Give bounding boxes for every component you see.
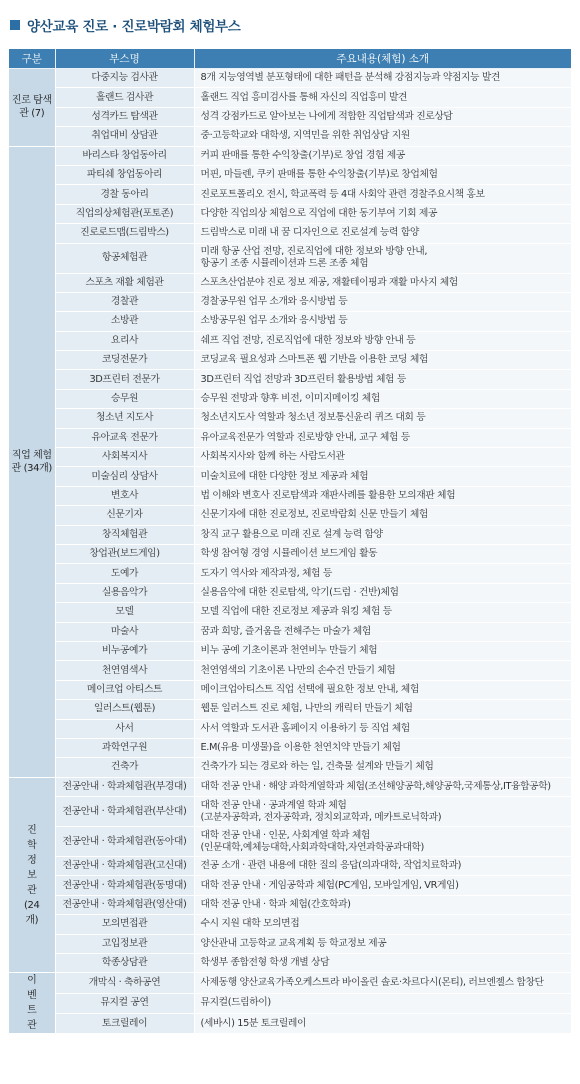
- description-cell: [194, 1014, 571, 1034]
- description-line: 모델 직업에 대한 진로정보 제공과 워킹 체험 등: [200, 606, 392, 618]
- description-line: 실용음악에 대한 진로탐색, 악기(드럼 · 건반)체험: [200, 586, 399, 598]
- description-cell: [194, 564, 571, 583]
- description-line: 뮤지컬(드림하이): [200, 997, 271, 1009]
- table-row: [9, 777, 571, 796]
- description-line: 코딩교육 필요성과 스마트폰 웹 기반을 이용한 코딩 체험: [200, 354, 428, 366]
- description-cell: [194, 69, 571, 88]
- header-booth-name: 부스명: [55, 49, 194, 69]
- description-cell: [194, 389, 571, 408]
- booth-name-cell: 소방관: [55, 312, 194, 331]
- description-line: 대학 전공 안내 · 해양 과학계열학과 체험(조선해양공학,해양공학,국제통상,IT융합공학): [200, 780, 551, 792]
- description-line: 미래 항공 산업 전망, 진로직업에 대한 정보와 방향 안내,: [200, 246, 428, 258]
- booth-name-cell: 승무원: [55, 389, 194, 408]
- table-row: [9, 467, 571, 486]
- table-row: [9, 204, 571, 223]
- table-row: [9, 389, 571, 408]
- table-row: [9, 409, 571, 428]
- description-line: 전공 소개 · 관련 내용에 대한 질의 응답(의과대학, 작업치료학과): [200, 860, 462, 872]
- description-cell: [194, 127, 571, 146]
- booth-name-cell: 메이크업 아티스트: [55, 680, 194, 699]
- table-row: [9, 895, 571, 914]
- booth-name-cell: 요리사: [55, 331, 194, 350]
- description-cell: [194, 448, 571, 467]
- description-line: 드림박스로 미래 내 꿈 디자인으로 진로설계 능력 함양: [200, 227, 419, 239]
- description-line: 스포츠산업분야 진로 정보 제공, 재활테이핑과 재활 마사지 체험: [200, 276, 458, 288]
- table-row: [9, 661, 571, 680]
- booth-name-cell: 코딩전문가: [55, 351, 194, 370]
- table-row: [9, 973, 571, 993]
- description-cell: [194, 243, 571, 273]
- table-row: [9, 312, 571, 331]
- table-row: [9, 486, 571, 505]
- description-cell: [194, 428, 571, 447]
- booth-name-cell: 창직체험관: [55, 525, 194, 544]
- table-header-row: [9, 49, 571, 69]
- header-description: 주요내용(체험) 소개: [194, 49, 571, 69]
- table-row: [9, 719, 571, 738]
- booth-name-cell: 전공안내 · 학과체험관(고신대): [55, 857, 194, 876]
- category-cell: 진로 탐색관 (7): [9, 69, 55, 147]
- title-text: 양산교육 진로 · 진로박람회 체험부스: [27, 19, 241, 35]
- description-cell: [194, 758, 571, 777]
- table-row: [9, 448, 571, 467]
- description-cell: [194, 622, 571, 641]
- booth-name-cell: 마술사: [55, 622, 194, 641]
- description-line: 도자기 역사와 제작과정, 체험 등: [200, 567, 332, 579]
- booth-name-cell: 홀랜드 검사관: [55, 88, 194, 107]
- description-line: 학생부 종합전형 학생 개별 상담: [200, 957, 330, 969]
- description-cell: [194, 88, 571, 107]
- description-line: 대학 전공 안내 · 공과계열 학과 체험: [200, 799, 347, 811]
- booth-name-cell: 성격카드 탐색관: [55, 107, 194, 126]
- booth-name-cell: 전공안내 · 학과체험관(동아대): [55, 827, 194, 857]
- booth-name-cell: 모의면접관: [55, 915, 194, 934]
- description-line: (세바시) 15분 토크릴레이: [200, 1017, 307, 1029]
- description-cell: [194, 467, 571, 486]
- description-cell: [194, 506, 571, 525]
- description-cell: [194, 738, 571, 757]
- table-row: [9, 797, 571, 827]
- description-line: 신문기자에 대한 진로정보, 진로박람회 신문 만들기 체험: [200, 509, 428, 521]
- table-row: [9, 738, 571, 757]
- booth-name-cell: 모델: [55, 603, 194, 622]
- booth-name-cell: 항공체험관: [55, 243, 194, 273]
- booth-name-cell: 스포츠 재활 체험관: [55, 273, 194, 292]
- booth-name-cell: 건축가: [55, 758, 194, 777]
- booth-table-wrapper: [9, 49, 571, 1034]
- description-cell: [194, 680, 571, 699]
- description-line: 건축가가 되는 경로와 하는 일, 건축물 설계와 만들기 체험: [200, 761, 434, 773]
- description-cell: [194, 719, 571, 738]
- table-row: [9, 680, 571, 699]
- description-line: 홀랜드 직업 흥미검사를 통해 자신의 직업흥미 발견: [200, 91, 408, 103]
- description-line: 소방공무원 업무 소개와 응시방법 등: [200, 315, 348, 327]
- booth-table: [9, 49, 571, 1034]
- description-line: 사제동행 양산교육가족오케스트라 바이올린 솔로·차르다시(몬티), 러브엔젤스 합창단: [200, 977, 544, 989]
- table-row: [9, 993, 571, 1013]
- description-line-2: 항공기 조종 시뮬레이션과 드론 조종 체험: [200, 258, 369, 270]
- table-row: [9, 428, 571, 447]
- description-cell: [194, 876, 571, 895]
- table-row: [9, 564, 571, 583]
- booth-name-cell: 비누공예가: [55, 641, 194, 660]
- table-row: [9, 603, 571, 622]
- table-row: [9, 165, 571, 184]
- description-line: 청소년지도사 역할과 청소년 정보통신윤리 퀴즈 대회 등: [200, 412, 426, 424]
- description-cell: [194, 603, 571, 622]
- table-row: [9, 583, 571, 602]
- description-line: 8개 지능영역별 분포형태에 대한 패턴을 분석해 강점지능과 약점지능 발견: [200, 72, 500, 84]
- description-line: 다양한 직업의상 체험으로 직업에 대한 동기부여 기회 제공: [200, 207, 438, 219]
- booth-name-cell: 사서: [55, 719, 194, 738]
- booth-name-cell: 3D프린터 전문가: [55, 370, 194, 389]
- description-cell: [194, 797, 571, 827]
- table-row: [9, 370, 571, 389]
- table-row: [9, 185, 571, 204]
- table-row: [9, 273, 571, 292]
- booth-name-cell: 사회복지사: [55, 448, 194, 467]
- table-row: [9, 700, 571, 719]
- description-line: 웹툰 일러스트 진로 체험, 나만의 캐릭터 만들기 체험: [200, 703, 413, 715]
- description-line: 수시 지원 대학 모의면접: [200, 918, 300, 930]
- description-cell: [194, 544, 571, 563]
- description-line: 사회복지사와 함께 하는 사람도서관: [200, 451, 345, 463]
- table-body: [9, 69, 571, 1034]
- booth-name-cell: 전공안내 · 학과체험관(영산대): [55, 895, 194, 914]
- description-cell: [194, 273, 571, 292]
- description-cell: [194, 583, 571, 602]
- description-line: 대학 전공 안내 · 학과 체험(간호학과): [200, 899, 351, 911]
- booth-name-cell: 다중지능 검사관: [55, 69, 194, 88]
- description-cell: [194, 641, 571, 660]
- description-line: 사서 역할과 도서관 홈페이지 이용하기 등 직업 체험: [200, 722, 410, 734]
- description-cell: [194, 700, 571, 719]
- description-cell: [194, 486, 571, 505]
- description-line: 비누 공예 기초이론과 천연비누 만들기 체험: [200, 645, 378, 657]
- table-row: [9, 107, 571, 126]
- description-cell: [194, 185, 571, 204]
- description-line: 양산관내 고등학교 교육계획 등 학교정보 제공: [200, 937, 387, 949]
- booth-name-cell: 전공안내 · 학과체험관(부경대): [55, 777, 194, 796]
- description-cell: [194, 204, 571, 223]
- table-row: [9, 224, 571, 243]
- booth-name-cell: 과학연구원: [55, 738, 194, 757]
- description-line: 머핀, 마들렌, 쿠키 판매를 통한 수익창출(기부)로 창업체험: [200, 169, 438, 181]
- table-row: [9, 876, 571, 895]
- table-row: [9, 915, 571, 934]
- booth-name-cell: 창업관(보드게임): [55, 544, 194, 563]
- table-row: [9, 88, 571, 107]
- table-row: [9, 827, 571, 857]
- booth-name-cell: 직업의상체험관(포토존): [55, 204, 194, 223]
- booth-name-cell: 유아교육 전문가: [55, 428, 194, 447]
- description-cell: [194, 895, 571, 914]
- description-line: 창직 교구 활용으로 미래 진로 설계 능력 함양: [200, 528, 383, 540]
- table-row: [9, 758, 571, 777]
- description-line: 대학 전공 안내 · 게임공학과 체험(PC게임, 모바일게임, VR게임): [200, 879, 459, 891]
- description-line: 법 이해와 변호사 진로탐색과 재판사례를 활용한 모의재판 체험: [200, 490, 456, 501]
- booth-name-cell: 청소년 지도사: [55, 409, 194, 428]
- page-title: [10, 14, 241, 36]
- description-cell: [194, 827, 571, 857]
- description-cell: [194, 370, 571, 389]
- description-line: 미술치료에 대한 다양한 정보 제공과 체험: [200, 470, 369, 482]
- description-line: 커피 판매를 통한 수익창출(기부)로 창업 경험 제공: [200, 149, 405, 161]
- description-cell: [194, 409, 571, 428]
- description-line: E.M(유용 미생물)을 이용한 천연치약 만들기 체험: [200, 742, 401, 754]
- description-cell: [194, 525, 571, 544]
- booth-name-cell: 바리스타 창업동아리: [55, 146, 194, 165]
- description-line: 메이크업아티스트 직업 선택에 필요한 정보 안내, 체험: [200, 683, 419, 695]
- description-line-2: (고분자공학과, 전자공학과, 정치외교학과, 메카트로닉학과): [200, 811, 442, 823]
- description-cell: [194, 146, 571, 165]
- table-row: [9, 622, 571, 641]
- description-line: 학생 참여형 경영 시뮬레이션 보드게임 활동: [200, 548, 378, 560]
- description-line: 쉐프 직업 전망, 진로직업에 대한 정보와 방향 안내 등: [200, 334, 416, 346]
- table-row: [9, 127, 571, 146]
- description-cell: [194, 351, 571, 370]
- description-line: 중·고등학교와 대학생, 지역민을 위한 취업상담 지원: [200, 130, 410, 142]
- booth-name-cell: 전공안내 · 학과체험관(부산대): [55, 797, 194, 827]
- description-line: 승무원 전망과 향후 비전, 이미지메이킹 체험: [200, 393, 380, 405]
- description-cell: [194, 973, 571, 993]
- booth-name-cell: 취업대비 상담관: [55, 127, 194, 146]
- description-line: 꿈과 희망, 즐거움을 전해주는 마술가 체험: [200, 625, 371, 637]
- booth-name-cell: 토크릴레이: [55, 1014, 194, 1034]
- description-cell: [194, 857, 571, 876]
- description-cell: [194, 292, 571, 311]
- table-row: [9, 146, 571, 165]
- booth-name-cell: 학종상담관: [55, 954, 194, 973]
- description-cell: [194, 934, 571, 953]
- booth-name-cell: 전공안내 · 학과체험관(동명대): [55, 876, 194, 895]
- description-line-2: (인문대학,예체능대학,사회과학대학,자연과학공과대학): [200, 841, 424, 853]
- description-line: 진로포트폴리오 전시, 학교폭력 등 4대 사회악 관련 경찰주요시책 홍보: [200, 188, 485, 200]
- description-line: 천연염색의 기초이론 나만의 손수건 만들기 체험: [200, 664, 396, 676]
- table-row: [9, 292, 571, 311]
- booth-name-cell: 경찰관: [55, 292, 194, 311]
- title-square-icon: [10, 20, 20, 30]
- booth-name-cell: 도예가: [55, 564, 194, 583]
- description-cell: [194, 224, 571, 243]
- description-cell: [194, 954, 571, 973]
- table-row: [9, 544, 571, 563]
- booth-name-cell: 뮤지컬 공연: [55, 993, 194, 1013]
- description-line: 3D프린터 직업 전망과 3D프린터 활용방법 체험 등: [200, 373, 406, 385]
- description-cell: [194, 915, 571, 934]
- category-cell: 이 벤 트 관: [9, 973, 55, 1034]
- booth-name-cell: 고입정보관: [55, 934, 194, 953]
- description-line: 경찰공무원 업무 소개와 응시방법 등: [200, 296, 348, 308]
- booth-name-cell: 파티쉐 창업동아리: [55, 165, 194, 184]
- table-row: [9, 506, 571, 525]
- table-row: [9, 351, 571, 370]
- booth-name-cell: 신문기자: [55, 506, 194, 525]
- booth-name-cell: 실용음악가: [55, 583, 194, 602]
- description-cell: [194, 331, 571, 350]
- description-line: 대학 전공 안내 · 인문, 사회계열 학과 체험: [200, 829, 370, 841]
- category-cell: 직업 체험관 (34개): [9, 146, 55, 777]
- table-row: [9, 243, 571, 273]
- booth-name-cell: 경찰 동아리: [55, 185, 194, 204]
- table-row: [9, 1014, 571, 1034]
- description-cell: [194, 661, 571, 680]
- table-row: [9, 641, 571, 660]
- description-cell: [194, 777, 571, 796]
- table-row: [9, 69, 571, 88]
- description-cell: [194, 993, 571, 1013]
- booth-name-cell: 개막식 · 축하공연: [55, 973, 194, 993]
- booth-name-cell: 천연염색사: [55, 661, 194, 680]
- booth-name-cell: 변호사: [55, 486, 194, 505]
- description-cell: [194, 165, 571, 184]
- booth-name-cell: 미술심리 상담사: [55, 467, 194, 486]
- table-row: [9, 525, 571, 544]
- description-line: 성격 강점카드로 알아보는 나에게 적합한 직업탐색과 진로상담: [200, 110, 453, 122]
- table-row: [9, 934, 571, 953]
- header-category: 구분: [9, 49, 55, 69]
- table-row: [9, 331, 571, 350]
- category-cell: 진 학 정 보 관 (24개): [9, 777, 55, 973]
- description-line: 유아교육전문가 역할과 진로방향 안내, 교구 체험 등: [200, 431, 410, 443]
- table-row: [9, 857, 571, 876]
- description-cell: [194, 312, 571, 331]
- booth-name-cell: 진로로드맵(드림박스): [55, 224, 194, 243]
- table-row: [9, 954, 571, 973]
- booth-name-cell: 일러스트(웹툰): [55, 700, 194, 719]
- description-cell: [194, 107, 571, 126]
